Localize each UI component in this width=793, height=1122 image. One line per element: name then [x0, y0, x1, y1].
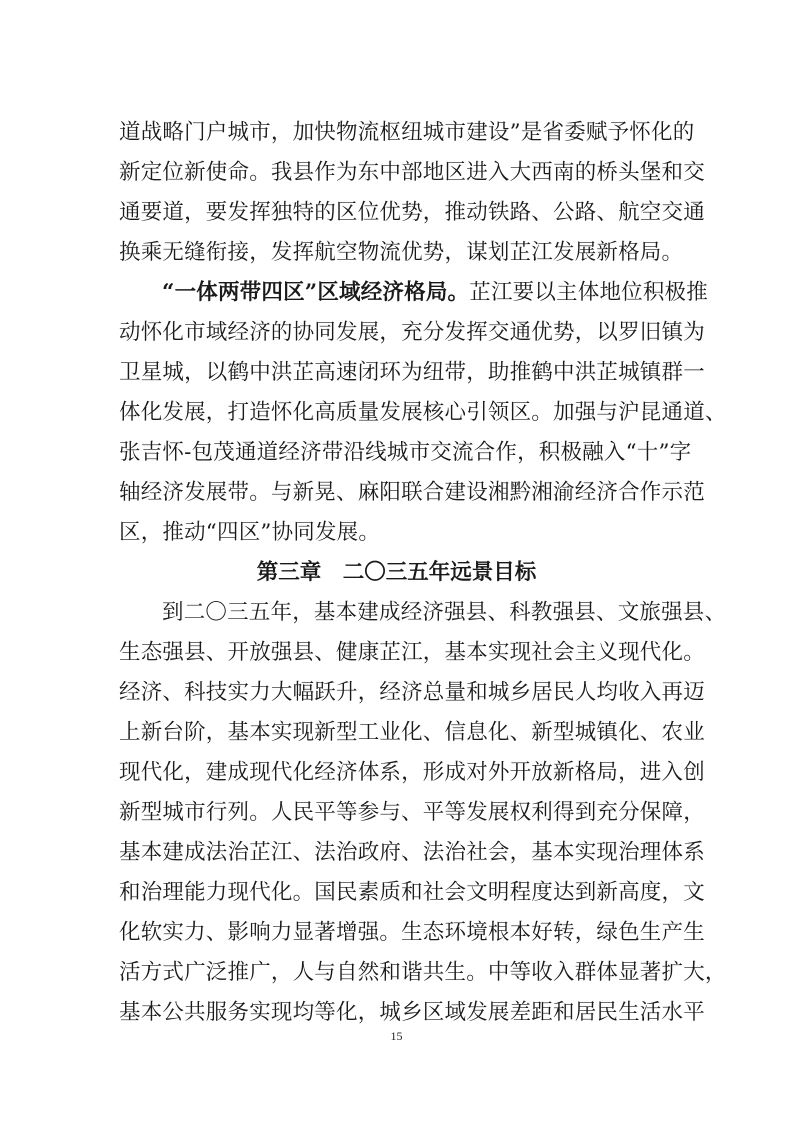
paragraph-2-line-3: 卫星城，以鹤中洪芷高速闭环为纽带，助推鹤中洪芷城镇群一	[119, 360, 705, 385]
paragraph-2-lead-heading: “一体两带四区”区域经济格局。	[162, 280, 470, 305]
paragraph-1-line-1: 道战略门户城市，加快物流枢纽城市建设”是省委赋予怀化的	[119, 120, 695, 145]
paragraph-3-line-1: 到二〇三五年，基本建成经济强县、科教强县、文旅强县、	[162, 600, 727, 625]
paragraph-3-line-6: 新型城市行列。人民平等参与、平等发展权利得到充分保障，	[119, 800, 705, 825]
paragraph-3-line-5: 现代化，建成现代化经济体系，形成对外开放新格局，进入创	[119, 760, 705, 785]
paragraph-2-line-1-text: 芷江要以主体地位积极推	[469, 280, 708, 305]
paragraph-3-line-3: 经济、科技实力大幅跃升，经济总量和城乡居民人均收入再迈	[119, 680, 705, 705]
chapter-heading: 第三章 二〇三五年远景目标	[256, 560, 537, 585]
paragraph-2-line-1	[162, 278, 708, 308]
paragraph-3-line-11: 基本公共服务实现均等化，城乡区域发展差距和居民生活水平	[119, 1000, 705, 1025]
paragraph-1-line-4: 换乘无缝衔接，发挥航空物流优势，谋划芷江发展新格局。	[119, 240, 684, 265]
paragraph-2-line-6: 轴经济发展带。与新晃、麻阳联合建设湘黔湘渝经济合作示范	[119, 480, 705, 505]
paragraph-1-line-2: 新定位新使命。我县作为东中部地区进入大西南的桥头堡和交	[119, 160, 705, 185]
paragraph-3-line-7: 基本建成法治芷江、法治政府、法治社会，基本实现治理体系	[119, 840, 705, 865]
paragraph-3-line-2: 生态强县、开放强县、健康芷江，基本实现社会主义现代化。	[119, 640, 705, 665]
paragraph-1-line-3: 通要道，要发挥独特的区位优势，推动铁路、公路、航空交通	[119, 200, 705, 225]
paragraph-2-line-2: 动怀化市域经济的协同发展，充分发挥交通优势，以罗旧镇为	[119, 320, 705, 345]
paragraph-3-line-4: 上新台阶，基本实现新型工业化、信息化、新型城镇化、农业	[119, 720, 705, 745]
page-number: 15	[390, 1029, 403, 1043]
paragraph-2-line-5: 张吉怀-包茂通道经济带沿线城市交流合作，积极融入“十”字	[119, 440, 692, 465]
paragraph-3-line-9: 化软实力、影响力显著增强。生态环境根本好转，绿色生产生	[119, 920, 705, 945]
paragraph-2-line-4: 体化发展，打造怀化高质量发展核心引领区。加强与沪昆通道、	[119, 400, 727, 425]
paragraph-3-line-8: 和治理能力现代化。国民素质和社会文明程度达到新高度，文	[119, 880, 705, 905]
paragraph-3-line-10: 活方式广泛推广，人与自然和谐共生。中等收入群体显著扩大，	[119, 960, 727, 985]
paragraph-2-line-7: 区，推动“四区”协同发展。	[119, 520, 381, 545]
